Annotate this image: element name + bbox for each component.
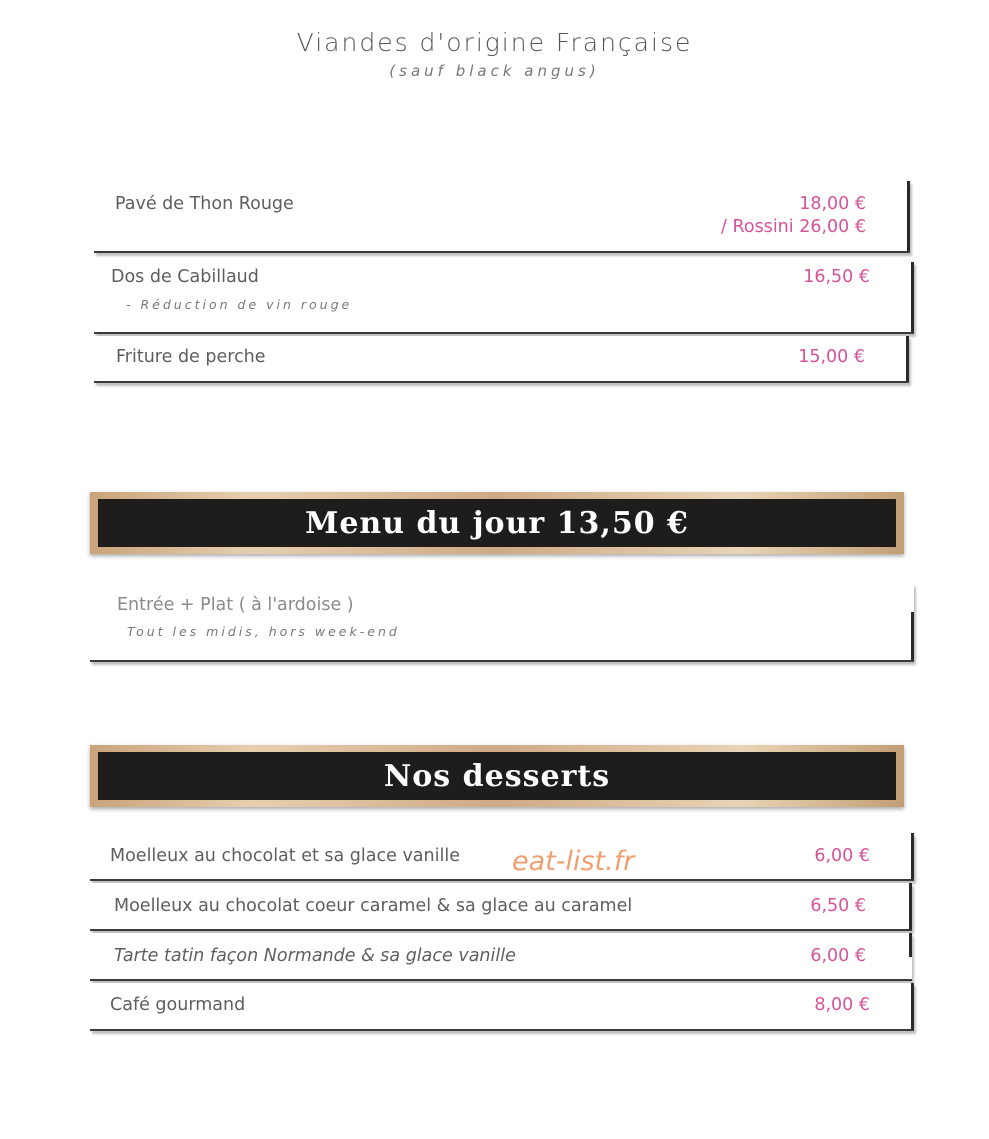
item-price: 6,00 € (810, 946, 866, 966)
menu-item-row (90, 833, 914, 881)
item-name: Entrée + Plat ( à l'ardoise ) (117, 595, 354, 615)
item-price: 6,00 € (814, 846, 870, 866)
item-price: 6,50 € (810, 896, 866, 916)
watermark-text: eat-list.fr (512, 846, 635, 877)
menu-du-jour-banner (90, 492, 904, 554)
item-name: Dos de Cabillaud (111, 267, 259, 287)
row-divider (906, 336, 909, 381)
item-price: 18,00 € (799, 194, 866, 214)
item-name: Moelleux au chocolat et sa glace vanille (110, 846, 460, 866)
item-name: Moelleux au chocolat coeur caramel & sa glace au caramel (114, 896, 633, 916)
row-divider (911, 833, 914, 879)
item-description: - Réduction de vin rouge (126, 297, 353, 312)
item-price: 15,00 € (798, 347, 865, 367)
item-name: Friture de perche (116, 347, 266, 367)
row-divider (911, 612, 914, 660)
item-price-secondary: / Rossini 26,00 € (721, 217, 866, 237)
item-price: 8,00 € (814, 995, 870, 1015)
section-subtitle: (sauf black angus) (389, 62, 600, 80)
banner-title: Menu du jour 13,50 € (305, 505, 689, 541)
item-price: 16,50 € (803, 267, 870, 287)
banner-title: Nos desserts (383, 758, 611, 794)
row-divider (911, 262, 914, 332)
menu-item-row (94, 262, 914, 334)
menu-item-row (90, 933, 912, 981)
row-divider (909, 883, 912, 929)
row-divider (909, 933, 912, 957)
menu-item-row (90, 584, 914, 662)
menu-item-row (94, 336, 909, 383)
menu-item-row (94, 181, 910, 253)
item-name: Café gourmand (110, 995, 246, 1015)
menu-item-row (90, 883, 912, 931)
row-divider (907, 181, 910, 251)
desserts-banner (90, 745, 904, 807)
row-divider (911, 983, 914, 1029)
menu-item-row (90, 983, 914, 1031)
item-description: Tout les midis, hors week-end (127, 624, 400, 639)
section-title: Viandes d'origine Française (296, 28, 693, 57)
item-name: Tarte tatin façon Normande & sa glace vanille (114, 946, 516, 966)
item-name: Pavé de Thon Rouge (115, 194, 294, 214)
